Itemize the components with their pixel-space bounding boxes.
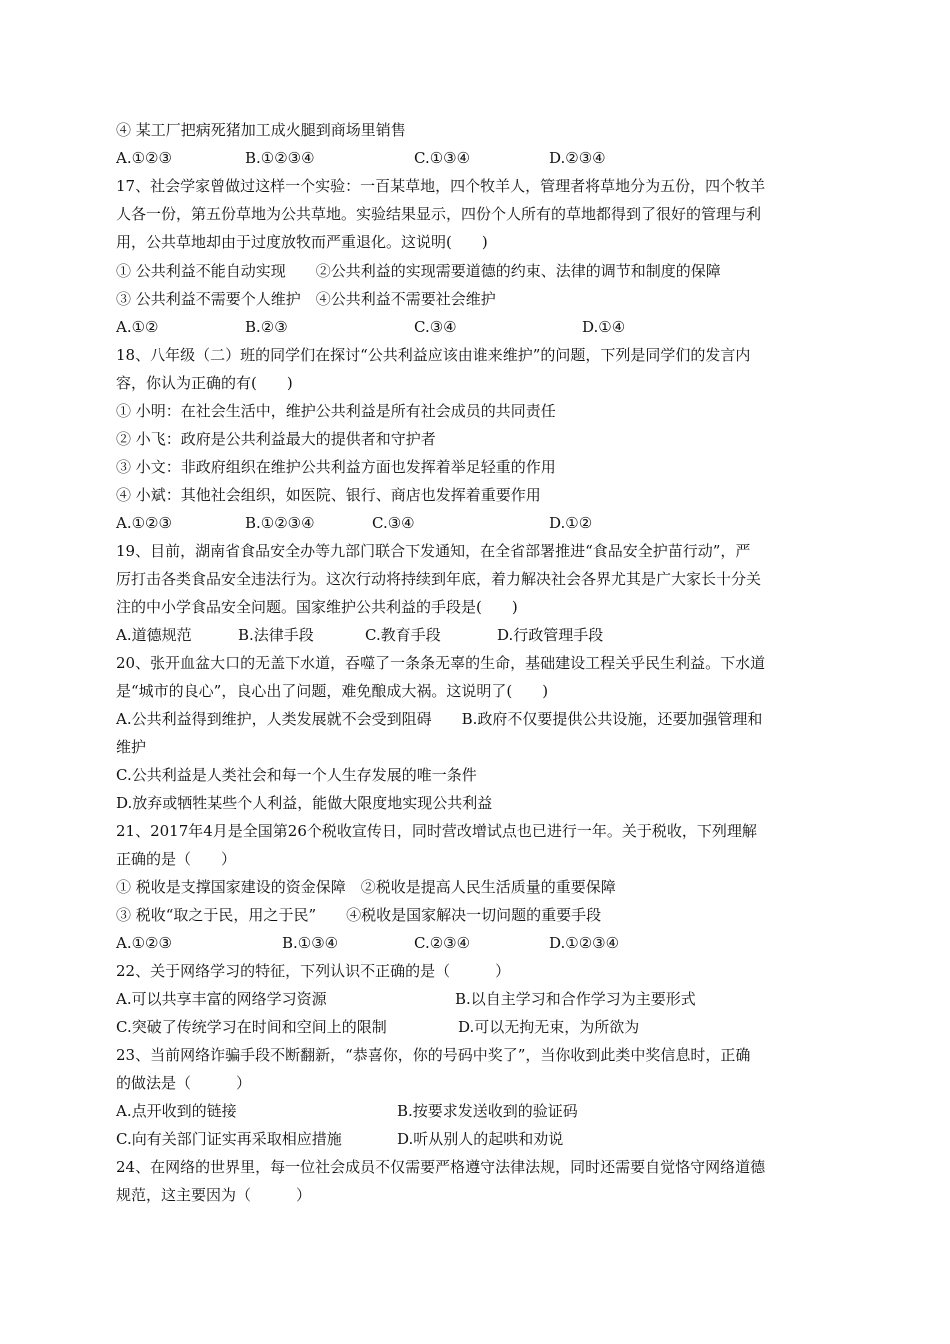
q23-stem-line-2: 的做法是（ ） (116, 1074, 252, 1092)
q17-option-a: A.①② (116, 318, 159, 336)
q18-stem-line-2: 容，你认为正确的有( ) (116, 374, 293, 392)
q22-option-a: A.可以共享丰富的网络学习资源 (116, 990, 327, 1008)
q22-stem: 22、关于网络学习的特征，下列认识不正确的是（ ） (116, 962, 511, 980)
q16-option-b: B.①②③④ (245, 149, 315, 167)
q19-option-b: B.法律手段 (238, 626, 314, 644)
q18-statement-2: ② 小飞：政府是公共利益最大的提供者和守护者 (116, 430, 436, 448)
q18-option-d: D.①② (549, 514, 593, 532)
q20-option-a-b: A.公共利益得到维护，人类发展就不会受到阻碍 B.政府不仅要提供公共设施，还要加强管理和 (116, 710, 763, 728)
q22-option-b: B.以自主学习和合作学习为主要形式 (455, 990, 696, 1008)
q17-option-c: C.③④ (414, 318, 457, 336)
q24-stem-line-2: 规范，这主要因为（ ） (116, 1186, 312, 1204)
q19-stem-line-1: 19、目前，湖南省食品安全办等九部门联合下发通知，在全省部署推进“食品安全护苗行动”，严 (116, 542, 751, 560)
q17-statements-3-4: ③ 公共利益不需要个人维护 ④公共利益不需要社会维护 (116, 290, 496, 308)
q21-option-a: A.①②③ (116, 934, 172, 952)
q17-stem-line-2: 人各一份，第五份草地为公共草地。实验结果显示，四份个人所有的草地都得到了很好的管理与利 (116, 205, 762, 223)
q23-stem-line-1: 23、当前网络诈骗手段不断翻新，“恭喜你，你的号码中奖了”，当你收到此类中奖信息时，正确 (116, 1046, 751, 1064)
q19-option-d: D.行政管理手段 (497, 626, 604, 644)
q21-stem-line-2: 正确的是（ ） (116, 850, 237, 868)
q23-option-b: B.按要求发送收到的验证码 (397, 1102, 578, 1120)
q19-option-a: A.道德规范 (116, 626, 192, 644)
q21-option-d: D.①②③④ (549, 934, 620, 952)
q20-option-c: C.公共利益是人类社会和每一个人生存发展的唯一条件 (116, 766, 477, 784)
q20-option-d: D.放弃或牺牲某些个人利益，能做大限度地实现公共利益 (116, 794, 493, 812)
q18-option-a: A.①②③ (116, 514, 172, 532)
q17-stem-line-1: 17、社会学家曾做过这样一个实验：一百某草地，四个牧羊人，管理者将草地分为五份，四个牧羊 (116, 177, 766, 195)
q18-statement-3: ③ 小文：非政府组织在维护公共利益方面也发挥着举足轻重的作用 (116, 458, 556, 476)
q21-option-b: B.①③④ (282, 934, 339, 952)
q19-option-c: C.教育手段 (365, 626, 441, 644)
q18-statement-4: ④ 小斌：其他社会组织，如医院、银行、商店也发挥着重要作用 (116, 486, 541, 504)
q16-option-d: D.②③④ (549, 149, 606, 167)
q19-stem-line-3: 注的中小学食品安全问题。国家维护公共利益的手段是( ) (116, 598, 518, 616)
q17-statements-1-2: ① 公共利益不能自动实现 ②公共利益的实现需要道德的约束、法律的调节和制度的保障 (116, 262, 721, 280)
q17-option-b: B.②③ (245, 318, 288, 336)
q18-stem-line-1: 18、八年级（二）班的同学们在探讨“公共利益应该由谁来维护”的问题，下列是同学们的发言内 (116, 346, 751, 364)
q17-option-d: D.①④ (582, 318, 626, 336)
q23-option-c: C.向有关部门证实再采取相应措施 (116, 1130, 342, 1148)
q23-option-d: D.听从别人的起哄和劝说 (397, 1130, 564, 1148)
q16-item-4: ④ 某工厂把病死猪加工成火腿到商场里销售 (116, 121, 406, 139)
q21-statements-1-2: ① 税收是支撑国家建设的资金保障 ②税收是提高人民生活质量的重要保障 (116, 878, 616, 896)
q18-option-b: B.①②③④ (245, 514, 315, 532)
q21-stem-line-1: 21、2017年4月是全国第26个税收宣传日，同时营改增试点也已进行一年。关于税收，下列理解 (116, 822, 757, 840)
q18-statement-1: ① 小明：在社会生活中，维护公共利益是所有社会成员的共同责任 (116, 402, 556, 420)
q16-option-c: C.①③④ (414, 149, 471, 167)
q22-option-c: C.突破了传统学习在时间和空间上的限制 (116, 1018, 387, 1036)
q16-option-a: A.①②③ (116, 149, 172, 167)
q20-option-b-cont: 维护 (116, 738, 147, 756)
q22-option-d: D.可以无拘无束，为所欲为 (458, 1018, 640, 1036)
q17-stem-line-3: 用，公共草地却由于过度放牧而严重退化。这说明( ) (116, 233, 488, 251)
q21-statements-3-4: ③ 税收“取之于民，用之于民” ④税收是国家解决一切问题的重要手段 (116, 906, 602, 924)
q21-option-c: C.②③④ (414, 934, 471, 952)
q20-stem-line-2: 是“城市的良心”，良心出了问题，难免酿成大祸。这说明了( ) (116, 682, 549, 700)
q23-option-a: A.点开收到的链接 (116, 1102, 237, 1120)
q20-stem-line-1: 20、张开血盆大口的无盖下水道，吞噬了一条条无辜的生命，基础建设工程关乎民生利益。下水道 (116, 654, 766, 672)
q19-stem-line-2: 厉打击各类食品安全违法行为。这次行动将持续到年底，着力解决社会各界尤其是广大家长十分关 (116, 570, 762, 588)
q24-stem-line-1: 24、在网络的世界里，每一位社会成员不仅需要严格遵守法律法规，同时还需要自觉恪守网络道德 (116, 1158, 766, 1176)
q18-option-c: C.③④ (372, 514, 415, 532)
